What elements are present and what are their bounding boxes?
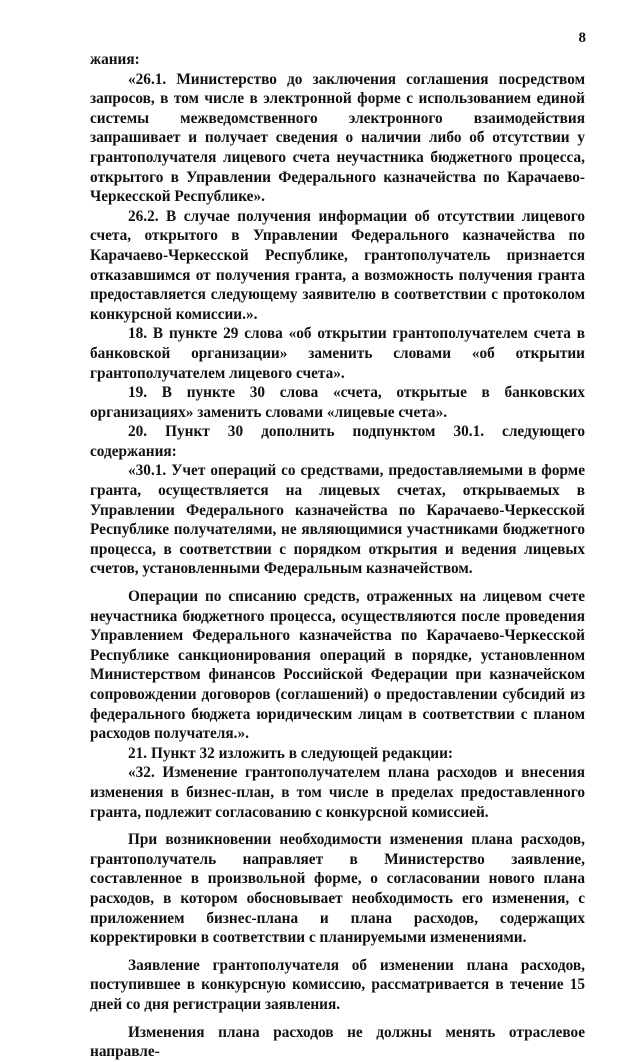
paragraph: 26.2. В случае получения информации об отсутствии лицевого счета, открытого в Управлении Федерального казначейства по Карачаево-Черкесской Республике, грантополучатель признается отказавшимся от получения гранта, а возможность получения гранта предоставляется следующему заявителю в соответствии с протоколом конкурсной комиссии.». (90, 207, 585, 323)
paragraph: Операции по списанию средств, отраженных на лицевом счете неучастника бюджетного процесса, осуществляются после проведения Управлением Федерального казначейства по Карачаево-Черкесской Республике санкционирования операций в порядке, установленном Министерством финансов Российской Федерации при казначейском сопровождении договоров (соглашений) о предоставлении субсидий из федерального бюджета юридическим лицам в соответствии с планом расходов получателя.». (90, 588, 585, 743)
paragraph: При возникновении необходимости изменения плана расходов, грантополучатель направляет в Министерство заявление, составленное в произвольной форме, о согласовании нового плана расходов, в котором обосновывает необходимость его изменения, с приложением бизнес-плана и плана расходов, содержащих корректировки в соответствии с планируемыми изменениями. (90, 831, 585, 947)
page-number: 8 (578, 30, 586, 46)
document-body (90, 50, 585, 1062)
paragraph: 18. В пункте 29 слова «об открытии грантополучателем счета в банковской организации» заменить словами «об открытии грантополучателем лицевого счета». (90, 325, 585, 382)
paragraph: «26.1. Министерство до заключения соглашения посредством запросов, в том числе в электронной форме с использованием единой системы межведомственного электронного взаимодействия запрашивает и получает сведения о наличии либо об отсутствии у грантополучателя лицевого счета неучастника бюджетного процесса, открытого в Управлении Федерального казначейства по Карачаево-Черкесской Республике». (90, 70, 585, 206)
paragraph: Заявление грантополучателя об изменении плана расходов, поступившее в конкурсную комиссию, рассматривается в течение 15 дней со дня регистрации заявления. (90, 956, 585, 1013)
paragraph: «32. Изменение грантополучателем плана расходов и внесения изменения в бизнес-план, в том числе в пределах предоставленного гранта, подлежит согласованию с конкурсной комиссией. (90, 764, 585, 821)
paragraph: 19. В пункте 30 слова «счета, открытые в банковских организациях» заменить словами «лицевые счета». (90, 384, 585, 421)
paragraph: жания: (90, 51, 140, 68)
paragraph: 20. Пункт 30 дополнить подпунктом 30.1. следующего содержания: (90, 423, 585, 460)
paragraph: «30.1. Учет операций со средствами, предоставляемыми в форме гранта, осуществляется на лицевых счетах, открываемых в Управлении Федерального казначейства по Карачаево-Черкесской Республике получателями, не являющимися участниками бюджетного процесса, в соответствии с порядком открытия и ведения лицевых счетов, установленными Федеральным казначейством. (90, 462, 585, 578)
paragraph: Изменения плана расходов не должны менять отраслевое направле- (90, 1023, 585, 1061)
paragraph: 21. Пункт 32 изложить в следующей редакции: (128, 744, 454, 762)
